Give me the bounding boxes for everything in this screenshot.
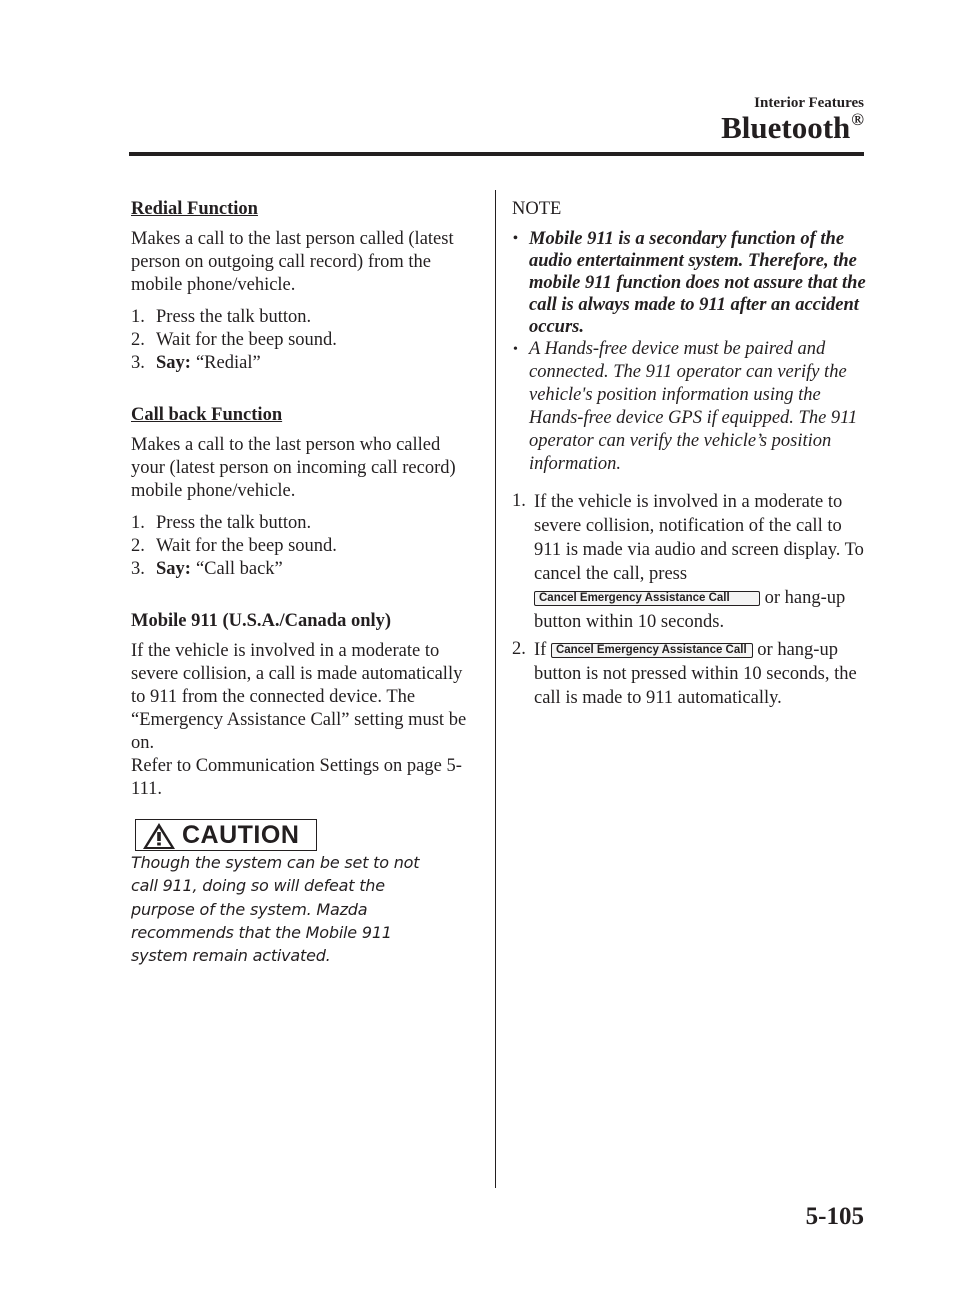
note-bullets: [512, 228, 868, 476]
header-section-label: Interior Features: [754, 95, 864, 111]
callback-steps: [131, 512, 476, 581]
redial-step: [131, 352, 476, 375]
callback-step: [131, 535, 476, 558]
callback-step: [131, 558, 476, 581]
step-text: Press the talk button.: [156, 513, 312, 533]
note-bullet: [512, 338, 868, 476]
caution-text: Though the system can be set to not call 911, doing so will defeat the purpose of the system. Mazda recommends that the Mobile 911 system remain activated.: [131, 853, 420, 966]
step-body: [534, 490, 868, 634]
warning-triangle-icon: [142, 822, 176, 850]
say-label: Say:: [156, 353, 191, 373]
note-bullet: [512, 228, 868, 338]
registered-mark: ®: [851, 110, 864, 129]
page-title: [721, 110, 864, 146]
note-label: NOTE: [512, 199, 562, 219]
step-text: If: [534, 640, 547, 660]
left-column: [131, 198, 476, 967]
step-number: 1.: [131, 513, 145, 533]
step-text: or hang-up button within 10 seconds.: [534, 588, 846, 632]
step-number: 1.: [512, 491, 526, 511]
header-rule: [129, 152, 864, 156]
column-divider: [495, 190, 496, 1188]
caution-box: [135, 819, 317, 851]
step-number: 3.: [131, 559, 145, 579]
bullet-dot-icon: •: [513, 231, 518, 246]
step-text: Press the talk button.: [156, 307, 312, 327]
callback-step: [131, 512, 476, 535]
step-text: If the vehicle is involved in a moderate to severe collision, notification of the call to 911 is made via audio and screen display. To cancel the call, press: [534, 492, 864, 584]
step-text: or hang-up button is not pressed within 10 seconds, the call is made to 911 automatically.: [534, 640, 857, 708]
emergency-steps: [512, 490, 868, 710]
mobile911-title: Mobile 911 (U.S.A./Canada only): [131, 611, 392, 631]
step-text: Wait for the beep sound.: [156, 536, 337, 556]
step-text: “Redial”: [195, 353, 261, 373]
step-number: 2.: [131, 330, 145, 350]
say-label: Say:: [156, 559, 191, 579]
cancel-emergency-assistance-call-button: Cancel Emergency Assistance Call: [534, 591, 760, 606]
redial-steps: [131, 306, 476, 375]
caution-label: CAUTION: [182, 821, 300, 849]
redial-step: [131, 329, 476, 352]
redial-description: Makes a call to the last person called (latest person on outgoing call record) from the mobile phone/vehicle.: [131, 229, 454, 295]
bullet-dot-icon: •: [513, 342, 518, 357]
step-number: 2.: [512, 639, 526, 659]
mobile911-reference: Refer to Communication Settings on page 5-111.: [131, 756, 462, 799]
step-body: [534, 638, 868, 710]
redial-step: [131, 306, 476, 329]
mobile911-description: If the vehicle is involved in a moderate to severe collision, a call is made automatically to 911 from the connected device. The “Emergency Assistance Call” setting must be on.: [131, 641, 467, 753]
emergency-step: [512, 638, 868, 710]
step-text: Wait for the beep sound.: [156, 330, 337, 350]
step-number: 3.: [131, 353, 145, 373]
emergency-step: [512, 490, 868, 634]
step-text: “Call back”: [195, 559, 283, 579]
redial-title: Redial Function: [131, 199, 258, 219]
callback-title: Call back Function: [131, 405, 283, 425]
callback-description: Makes a call to the last person who called your (latest person on incoming call record) mobile phone/vehicle.: [131, 435, 456, 501]
page-number: 5-105: [805, 1203, 864, 1230]
page-title-text: Bluetooth: [721, 110, 851, 145]
step-number: 2.: [131, 536, 145, 556]
right-column: [512, 198, 868, 714]
cancel-emergency-assistance-call-button: Cancel Emergency Assistance Call: [551, 643, 753, 658]
note-bullet-text: Mobile 911 is a secondary function of the audio entertainment system. Therefore, the mobile 911 function does not assure that the call is always made to 911 after an accident occurs.: [529, 229, 866, 337]
note-bullet-text: A Hands-free device must be paired and connected. The 911 operator can verify the vehicle's position information using the Hands-free device GPS if equipped. The 911 operator can verify the vehicle’s position information.: [529, 339, 858, 474]
step-number: 1.: [131, 307, 145, 327]
